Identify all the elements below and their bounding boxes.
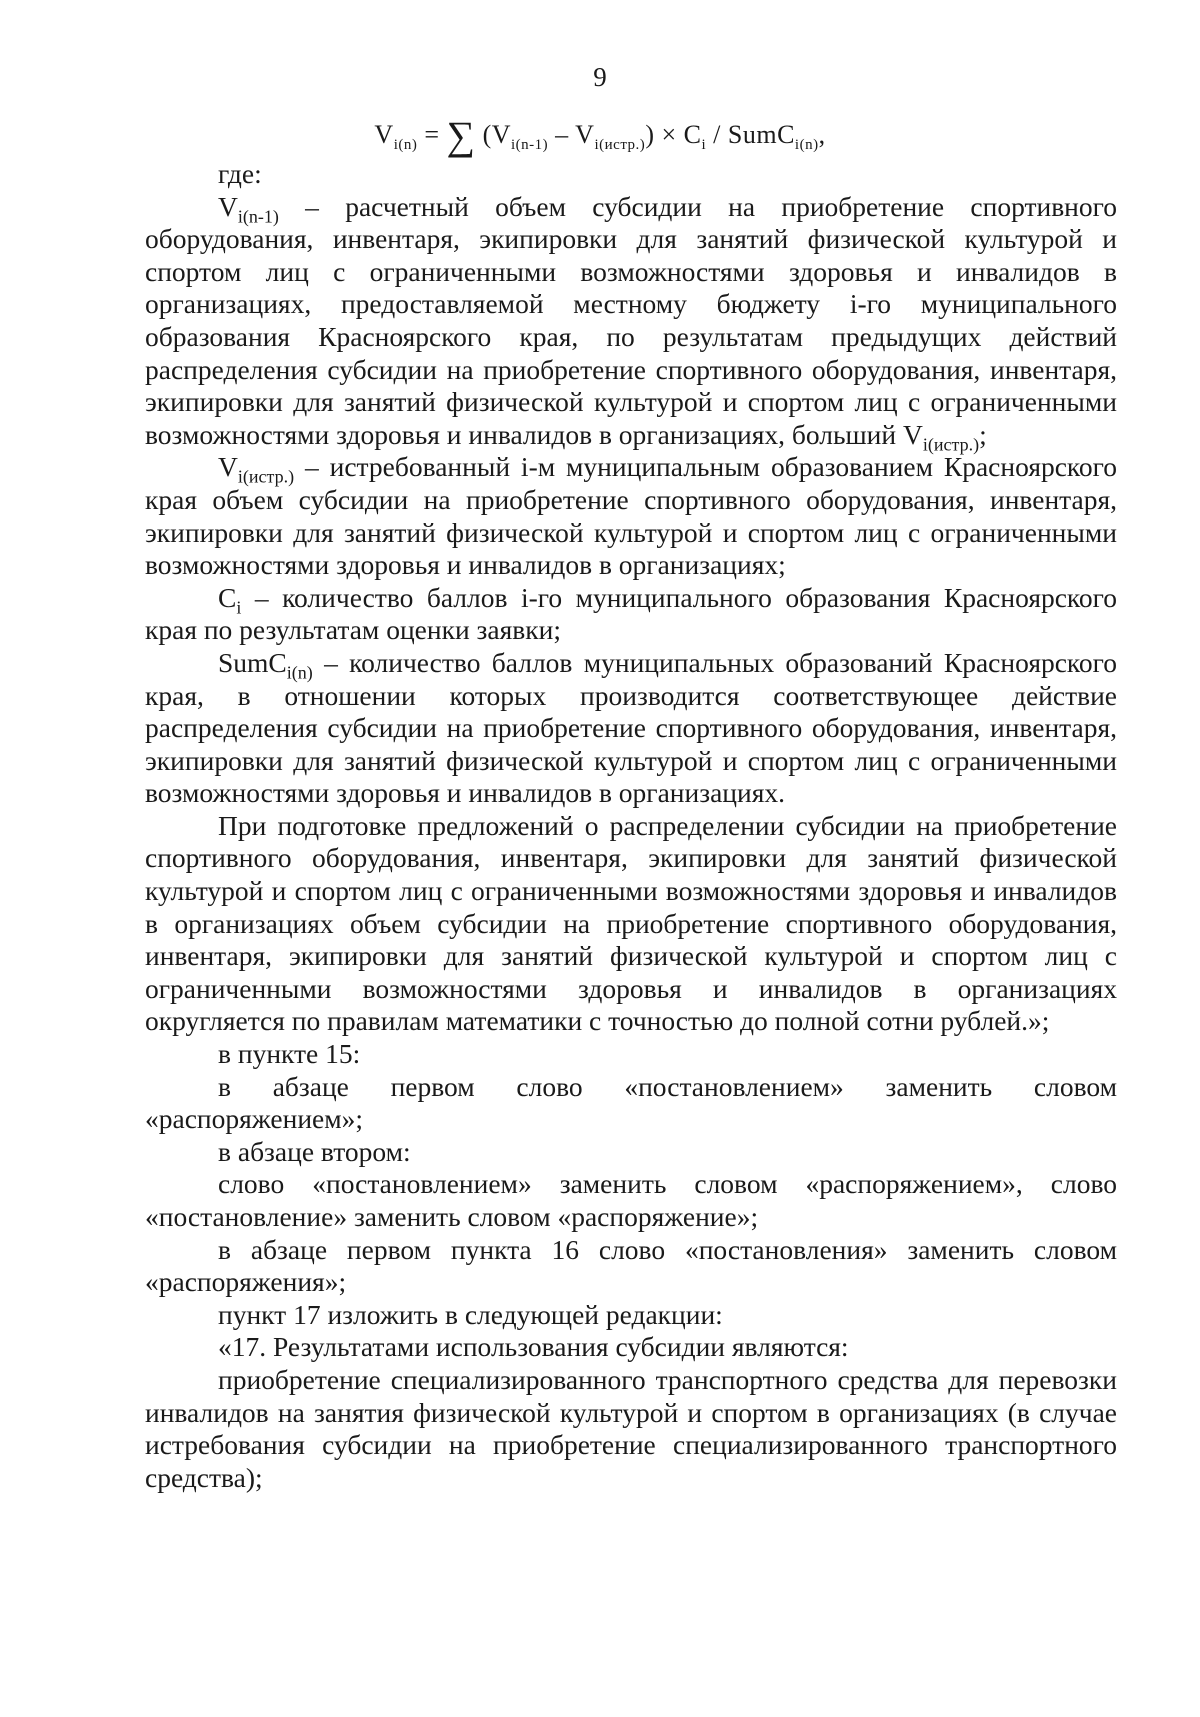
definition-symbol: V (218, 190, 238, 222)
formula-equals: = (424, 120, 440, 149)
formula-divide: / SumC (713, 120, 795, 149)
definition-v-istr (145, 451, 1117, 581)
formula-end: , (818, 120, 826, 149)
formula-lhs: V (374, 120, 394, 149)
definition-subscript: i(n) (286, 662, 313, 683)
paragraph-rounding-rule: При подготовке предложений о распределении субсидии на приобретение спортивного оборудования, инвентаря, экипировки для занятий физической культурой и спортом лиц с ограниченными возможностями здоровья и инвалидов в организациях объем субсидии на приобретение спортивного оборудования, инвентаря, экипировки для занятий физической культурой и спортом лиц с ограниченными возможностями здоровья и инвалидов в организациях округляется по правилам математики с точностью до полной сотни рублей.»; (145, 809, 1117, 1037)
definition-subscript: i (236, 597, 242, 618)
definition-subscript: i(n-1) (237, 206, 279, 227)
page-number: 9 (593, 62, 607, 92)
paragraph-item-17-intro: пункт 17 изложить в следующей редакции: (218, 1298, 723, 1330)
definition-text: – количество баллов i-го муниципального образования Красноярского края по результатам оценки заявки; (145, 581, 1117, 646)
definition-c-i (145, 582, 1117, 647)
definition-v-n-minus-1 (145, 190, 1117, 455)
definition-tail: ; (979, 418, 987, 450)
definition-tail-subscript: i(истр.) (922, 434, 980, 455)
formula-term1-subscript: i(n-1) (511, 137, 549, 154)
formula-minus: – V (555, 120, 595, 149)
formula-open: (V (482, 120, 511, 149)
definition-sumc (145, 647, 1117, 810)
formula-close: ) × C (645, 120, 702, 149)
definition-text: – расчетный объем субсидии на приобретение спортивного оборудования, инвентаря, экипировки для занятий физической культурой и спортом лиц с ограниченными возможностями здоровья и инвалидов в организациях, предоставляемой местному бюджету i-го муниципального образования Красноярского края, по результатам предыдущих действий распределения субсидии на приобретение спортивного оборудования, инвентаря, экипировки для занятий физической культурой и спортом лиц с ограниченными возможностями здоровья и инвалидов в организациях, больший V (145, 190, 1117, 450)
formula-term2-subscript: i(истр.) (594, 137, 646, 154)
paragraph-item-15-second-text: слово «постановлением» заменить словом «распоряжением», слово «постановление» заменить словом «распоряжение»; (145, 1168, 1117, 1232)
formula-sum-subscript: i(n) (794, 137, 819, 154)
formula-c-subscript: i (701, 137, 707, 154)
definition-symbol: C (218, 581, 237, 613)
paragraph-item-15: в пункте 15: (218, 1038, 361, 1070)
paragraph-item-16: в абзаце первом пункта 16 слово «постановления» заменить словом «распоряжения»; (145, 1233, 1117, 1298)
definition-symbol: SumC (218, 646, 287, 678)
definition-subscript: i(истр.) (237, 466, 295, 487)
document-body (145, 158, 1117, 1494)
definition-text: – истребованный i-м муниципальным образованием Красноярского края объем субсидии на приобретение спортивного оборудования, инвентаря, экипировки для занятий физической культурой и спортом лиц с ограниченными возможностями здоровья и инвалидов в организациях; (145, 451, 1117, 581)
formula-lhs-subscript: i(n) (393, 137, 418, 154)
paragraph-item-17-title: «17. Результатами использования субсидии являются: (218, 1331, 849, 1363)
where-label: где: (218, 158, 262, 189)
definition-symbol: V (218, 451, 238, 483)
distribution-formula (0, 112, 1200, 159)
paragraph-item-17-result: приобретение специализированного транспортного средства для перевозки инвалидов на занятия физической культурой и спортом в организациях (в случае истребования субсидии на приобретение специализированного транспортного средства); (145, 1363, 1117, 1493)
paragraph-item-15-second: в абзаце втором: (218, 1135, 411, 1167)
sigma-symbol: ∑ (446, 113, 476, 158)
paragraph-item-15-first: в абзаце первом слово «постановлением» заменить словом «распоряжением»; (145, 1070, 1117, 1135)
definition-text: – количество баллов муниципальных образований Красноярского края, в отношении которых производится соответствующее действие распределения субсидии на приобретение спортивного оборудования, инвентаря, экипировки для занятий физической культурой и спортом лиц с ограниченными возможностями здоровья и инвалидов в организациях. (145, 646, 1117, 809)
